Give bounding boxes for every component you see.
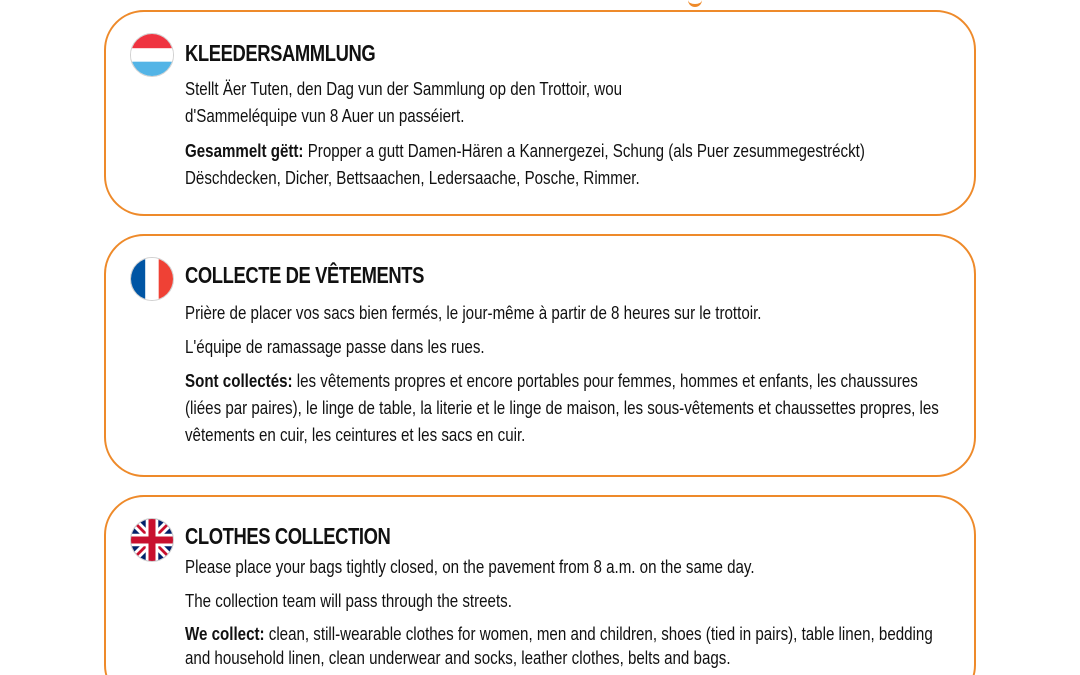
paragraph: Stellt Äer Tuten, den Dag vun der Sammlung op den Trottoir, wou d'Sammeléquipe vun 8 Auer un passéiert. <box>185 79 623 126</box>
collected-text: les vêtements propres et encore portables pour femmes, hommes et enfants, les chaussures (liées par paires), le linge de table, la literie et le linge de maison, les sous-vêtements et chaussettes propres, les vêtements en cuir, les ceintures et les sacs en cuir. <box>185 371 939 445</box>
uk-flag-icon <box>130 518 174 562</box>
france-flag-icon <box>130 257 174 301</box>
card-luxembourgish <box>104 10 976 216</box>
collected-label: We collect: <box>185 624 265 644</box>
collected-text: clean, still-wearable clothes for women, men and children, shoes (tied in pairs), table linen, bedding and household linen, clean underwear and socks, leather clothes, belts and bags. <box>185 624 933 668</box>
section-title: COLLECTE DE VÊTEMENTS <box>185 262 424 288</box>
paragraph: The collection team will pass through the streets. <box>185 591 512 611</box>
collected-label: Sont collectés: <box>185 371 293 391</box>
card-french <box>104 234 976 477</box>
card-english <box>104 495 976 675</box>
card-content <box>185 38 956 199</box>
collected-label: Gesammelt gëtt: <box>185 141 304 161</box>
collected-paragraph <box>185 622 956 670</box>
paragraph: Prière de placer vos sacs bien fermés, le jour-même à partir de 8 heures sur le trottoir. <box>185 303 762 323</box>
section-title: CLOTHES COLLECTION <box>185 523 391 549</box>
card-content <box>185 260 956 456</box>
paragraph: L'équipe de ramassage passe dans les rues. <box>185 337 485 357</box>
collected-text: Propper a gutt Damen-Hären a Kannergezei, Schung (als Puer zesummegestréckt) Dëschdecken, Dicher, Bettsaachen, Ledersaache, Posche, Rimmer. <box>185 141 865 188</box>
top-decoration <box>688 0 702 7</box>
luxembourg-flag-icon <box>130 33 174 77</box>
section-title: KLEEDERSAMMLUNG <box>185 40 376 66</box>
paragraph: Please place your bags tightly closed, on the pavement from 8 a.m. on the same day. <box>185 557 755 577</box>
collected-paragraph <box>185 368 956 449</box>
card-content <box>185 521 956 675</box>
collected-paragraph <box>185 138 956 192</box>
